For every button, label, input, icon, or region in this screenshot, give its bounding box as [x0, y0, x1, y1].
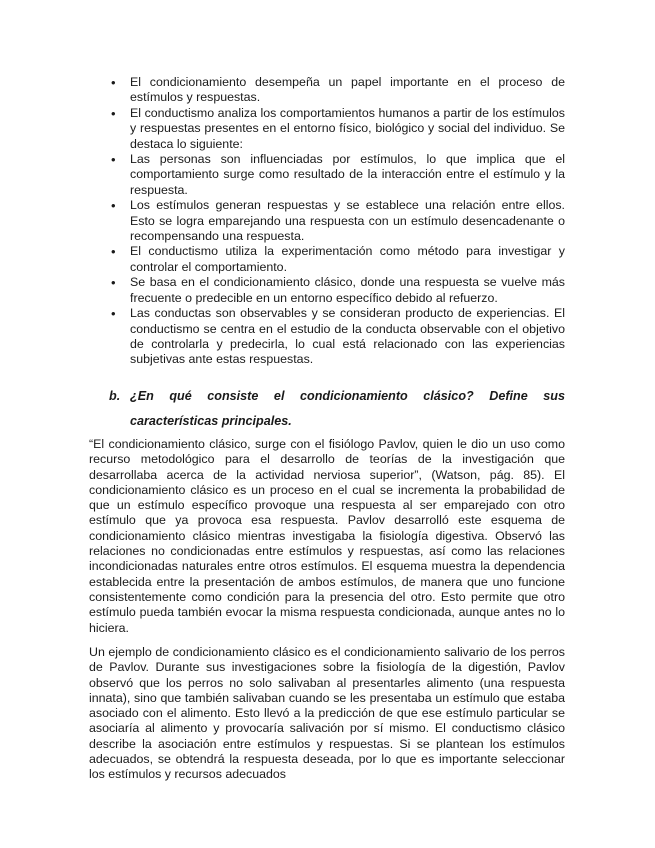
bullet-list: [109, 75, 565, 368]
section-heading: [109, 384, 565, 434]
body-paragraph: “El condicionamiento clásico, surge con el fisiólogo Pavlov, quien le dio un uso como recurso metodológico para el desarrollo de teorías de la investigación que desarrollaba acerca de la actividad nerviosa superior”, (Watson, pág. 85). El condicionamiento clásico es un proceso en el cual se incrementa la probabilidad de que un estímulo específico provoque una respuesta al ser emparejado con otro estímulo que ya provoca esa respuesta. Pavlov desarrolló este esquema de condicionamiento clásico mientras investigaba la fisiología digestiva. Observó las relaciones no condicionadas entre estímulos y respuestas, así como las relaciones incondicionadas naturales entre otros estímulos. El esquema muestra la dependencia establecida entre la presentación de ambos estímulos, de manera que uno funcione consistentemente como condición para la presencia del otro. Esto permite que otro estímulo pueda también evocar la misma respuesta condicionada, aunque antes no lo hiciera.: [89, 437, 565, 635]
bullet-item: • El condicionamiento desempeña un papel importante en el proceso de estímulos y respuestas.: [109, 75, 565, 106]
body-paragraph: Un ejemplo de condicionamiento clásico es el condicionamiento salivario de los perros de Pavlov. Durante sus investigaciones sobre la fisiología de la digestión, Pavlov observó que los perros no solo salivaban al presentarles alimento (una respuesta innata), sino que también salivaban cuando se les presentaba un estímulo que estaba asociado con el alimento. Esto llevó a la predicción de que ese estímulo particular se asociaría al alimento y provocaría salivación por sí mismo. El conductismo clásico describe la asociación entre estímulos y respuestas. Si se plantean los estímulos adecuados, se obtendrá la respuesta deseada, por lo que es importante seleccionar los estímulos y recursos adecuados: [89, 645, 565, 782]
bullet-item: • Se basa en el condicionamiento clásico, donde una respuesta se vuelve más frecuente o predecible en un entorno específico debido al refuerzo.: [109, 275, 565, 306]
bullet-item: • El conductismo utiliza la experimentación como método para investigar y controlar el comportamiento.: [109, 244, 565, 275]
bullet-item: • Los estímulos generan respuestas y se establece una relación entre ellos. Esto se logra emparejando una respuesta con un estímulo desencadenante o recompensando una respuesta.: [109, 198, 565, 244]
section-heading-text: ¿En qué consiste el condicionamiento clásico? Define sus: [130, 389, 565, 403]
section-heading-line-2: características principales.: [130, 414, 292, 428]
section-heading-line-1: [109, 384, 565, 409]
bullet-item: • El conductismo analiza los comportamientos humanos a partir de los estímulos y respuestas presentes en el entorno físico, biológico y social del individuo. Se destaca lo siguiente:: [109, 106, 565, 152]
bullet-item: • Las conductas son observables y se consideran producto de experiencias. El conductismo se centra en el estudio de la conducta observable con el objetivo de controlarla y predecirla, lo cual está relacionado con las experiencias subjetivas ante estas respuestas.: [109, 306, 565, 368]
section-letter: b.: [109, 389, 121, 403]
bullet-item: • Las personas son influenciadas por estímulos, lo que implica que el comportamiento surge como resultado de la interacción entre el estímulo y la respuesta.: [109, 152, 565, 198]
